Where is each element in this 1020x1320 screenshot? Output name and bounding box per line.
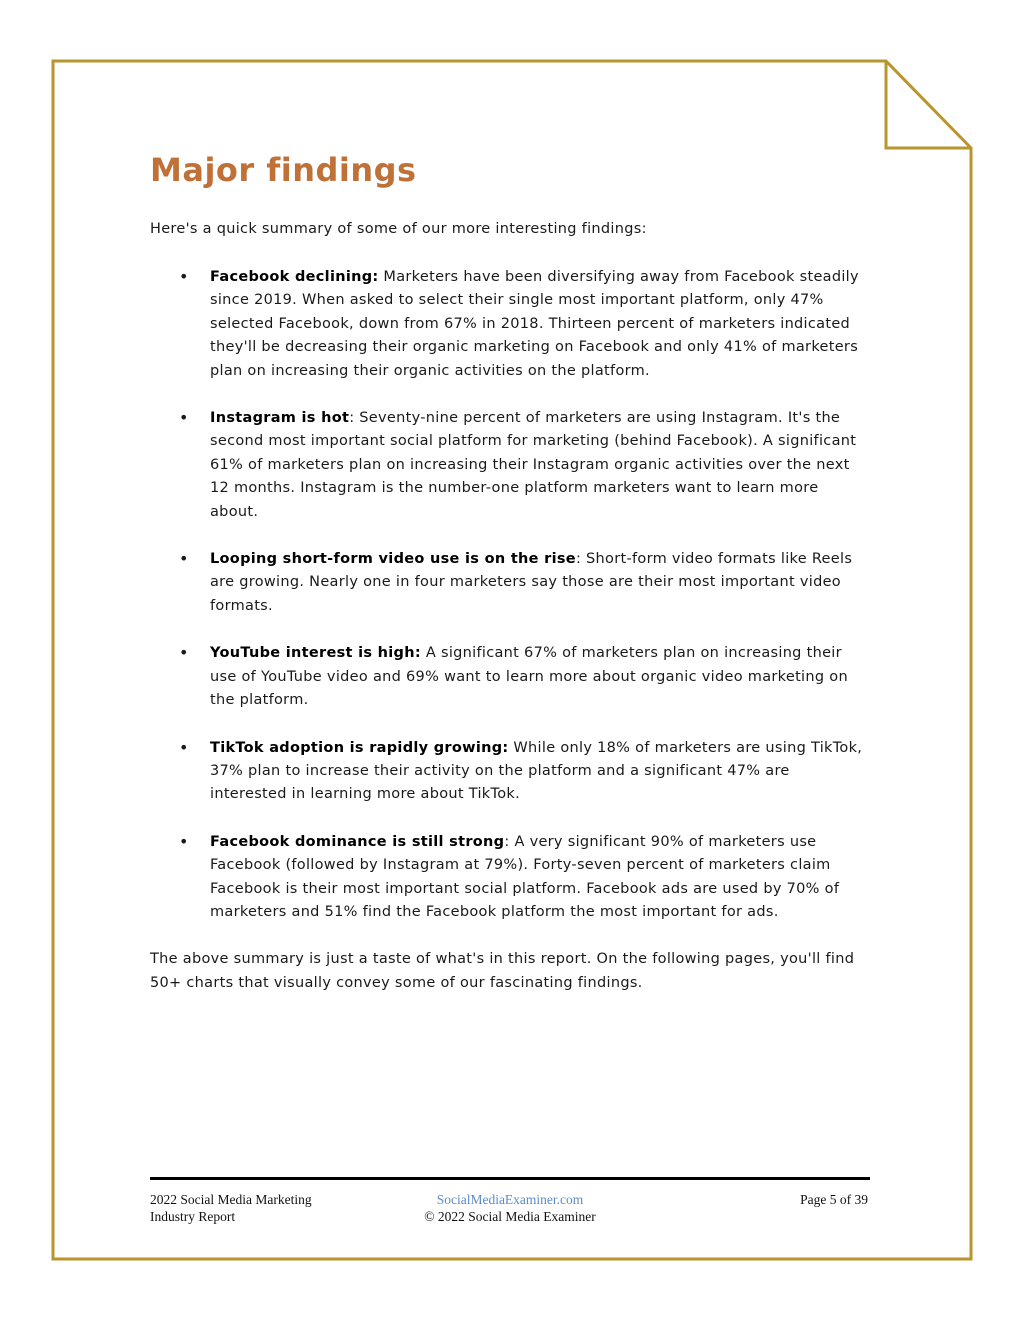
- outro-paragraph: The above summary is just a taste of what's in this report. On the following pages, you'll find 50+ charts that visually convey some of our fascinating findings.: [150, 951, 855, 991]
- footer-report-line1: 2022 Social Media Marketing: [150, 1192, 312, 1207]
- finding-text: Marketers have been diversifying away from Facebook steadily since 2019. When asked to select their single most important platform, only 47% selected Facebook, down from 67% in 2018. Thirteen percent of marketers indicated they'll be decreasing their organic marketing on Facebook and only 41% of marketers plan on increasing their organic activities on the platform.: [210, 269, 859, 379]
- finding-title: Facebook dominance is still strong: [210, 833, 505, 850]
- finding-title: TikTok adoption is rapidly growing:: [210, 739, 509, 756]
- list-item: [150, 266, 870, 383]
- findings-list: [150, 266, 870, 924]
- intro-paragraph: Here's a quick summary of some of our more interesting findings:: [150, 221, 647, 237]
- main-content: [150, 148, 870, 995]
- list-item: [150, 548, 870, 618]
- finding-title: Instagram is hot: [210, 410, 350, 427]
- finding-text: While only 18% of marketers are using TikTok, 37% plan to increase their activity on the platform and a significant 47% are interested in learning more about TikTok.: [210, 739, 863, 803]
- finding-text: : Seventy-nine percent of marketers are using Instagram. It's the second most important social platform for marketing (behind Facebook). A significant 61% of marketers plan on increasing their Instagram organic activities over the next 12 months. Instagram is the number-one platform marketers want to learn more about.: [210, 410, 857, 520]
- footer-divider: [150, 1177, 870, 1180]
- list-item: [150, 831, 870, 925]
- list-item: [150, 737, 870, 807]
- page-title: Major findings: [150, 151, 417, 189]
- finding-title: YouTube interest is high:: [210, 645, 421, 662]
- bullet-icon: •: [179, 643, 189, 663]
- finding-text: A significant 67% of marketers plan on increasing their use of YouTube video and 69% want to learn more about organic video marketing on the platform.: [210, 645, 848, 709]
- footer-report-title: [150, 1191, 370, 1225]
- finding-title: Looping short-form video use is on the rise: [210, 551, 576, 568]
- bullet-icon: •: [179, 267, 189, 286]
- footer-copyright: © 2022 Social Media Examiner: [424, 1209, 596, 1224]
- list-item: [150, 642, 870, 712]
- footer-center: [350, 1191, 670, 1225]
- bullet-icon: •: [179, 408, 189, 428]
- bullet-icon: •: [179, 831, 189, 851]
- page-number: Page 5 of 39: [800, 1192, 868, 1207]
- footer-site-link[interactable]: SocialMediaExaminer.com: [436, 1192, 584, 1207]
- finding-text: : A very significant 90% of marketers use Facebook (followed by Instagram at 79%). Forty-seven percent of marketers claim Facebook is their most important social platform. Facebook ads are used by 70% of marketers and 51% find the Facebook platform the most important for ads.: [210, 833, 840, 920]
- footer-report-line2: Industry Report: [150, 1209, 236, 1224]
- finding-title: Facebook declining:: [210, 269, 379, 285]
- bullet-icon: •: [179, 737, 189, 757]
- list-item: [150, 407, 870, 524]
- bullet-icon: •: [179, 549, 189, 569]
- finding-text: : Short-form video formats like Reels are growing. Nearly one in four marketers say those are their most important video formats.: [210, 551, 853, 614]
